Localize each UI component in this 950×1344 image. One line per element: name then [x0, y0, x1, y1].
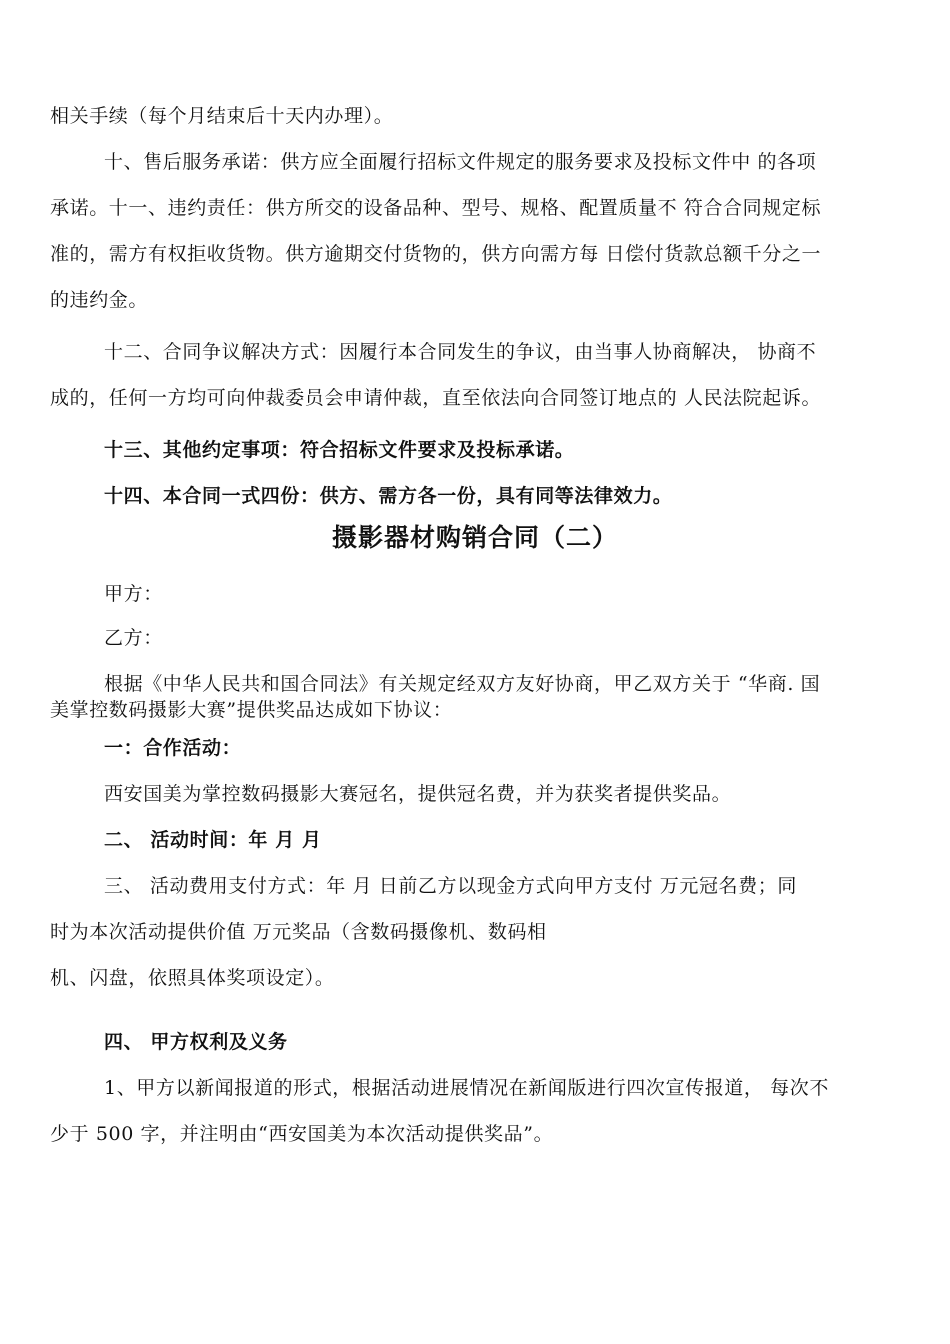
text-line: 成的，任何一方均可向仲裁委员会申请仲裁，直至依法向合同签订地点的 人民法院起诉。	[50, 387, 822, 409]
section-heading: 十四、本合同一式四份：供方、需方各一份，具有同等法律效力。	[104, 485, 673, 507]
party-b-label: 乙方：	[104, 627, 163, 649]
text-line: 美掌控数码摄影大赛”提供奖品达成如下协议：	[50, 699, 453, 721]
text-line: 的违约金。	[50, 289, 149, 311]
section-heading: 二、 活动时间：年 月 月	[104, 829, 322, 851]
section-heading: 四、 甲方权利及义务	[104, 1031, 288, 1053]
party-a-label: 甲方：	[104, 583, 163, 605]
section-heading: 一：合作活动：	[104, 737, 242, 759]
text-line: 少于 500 字，并注明由“西安国美为本次活动提供奖品”。	[50, 1123, 554, 1145]
text-line: 根据《中华人民共和国合同法》有关规定经双方友好协商，甲乙双方关于 “华商. 国	[104, 673, 821, 695]
text-line: 十二、合同争议解决方式：因履行本合同发生的争议，由当事人协商解决， 协商不	[104, 341, 817, 363]
text-line: 承诺。十一、违约责任：供方所交的设备品种、型号、规格、配置质量不 符合合同规定标	[50, 197, 822, 219]
text-line: 1、甲方以新闻报道的形式，根据活动进展情况在新闻版进行四次宣传报道， 每次不	[104, 1077, 829, 1099]
text-line: 机、闪盘，依照具体奖项设定）。	[50, 967, 335, 989]
text-line: 相关手续（每个月结束后十天内办理）。	[50, 105, 394, 127]
text-line: 准的，需方有权拒收货物。供方逾期交付货物的，供方向需方每 日偿付货款总额千分之一	[50, 243, 822, 265]
text-line: 十、售后服务承诺：供方应全面履行招标文件规定的服务要求及投标文件中 的各项	[104, 151, 817, 173]
text-line: 三、 活动费用支付方式：年 月 日前乙方以现金方式向甲方支付 万元冠名费；同	[104, 875, 797, 897]
document-title: 摄影器材购销合同（二）	[331, 523, 618, 552]
section-heading: 十三、其他约定事项：符合招标文件要求及投标承诺。	[104, 439, 575, 461]
text-line: 时为本次活动提供价值 万元奖品（含数码摄像机、数码相	[50, 921, 547, 943]
text-line: 西安国美为掌控数码摄影大赛冠名，提供冠名费，并为获奖者提供奖品。	[104, 783, 732, 805]
